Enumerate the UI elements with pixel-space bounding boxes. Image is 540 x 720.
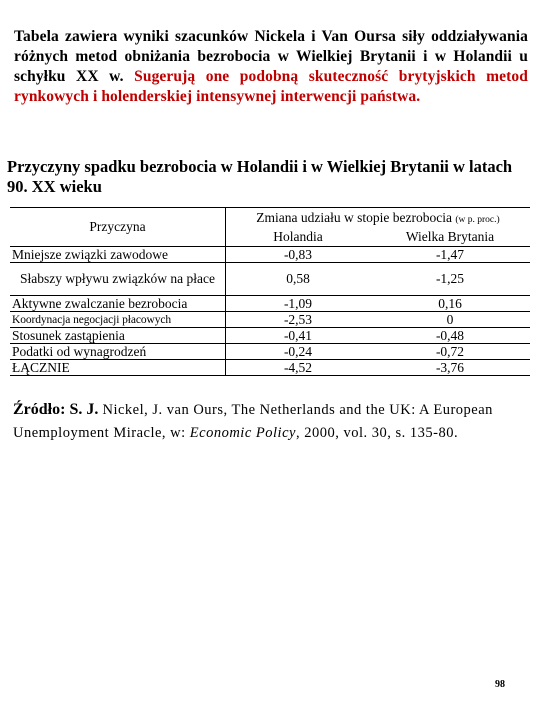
row-value-uk: -0,48	[370, 328, 530, 344]
source-citation	[13, 398, 528, 445]
table-title: Przyczyny spadku bezrobocia w Holandii i w Wielkiej Brytanii w latach 90. XX wieku	[7, 157, 513, 196]
row-cause: Stosunek zastąpienia	[10, 328, 226, 344]
intro-paragraph	[14, 27, 528, 107]
row-value-uk: -1,47	[370, 247, 530, 263]
row-value-uk: 0,16	[370, 296, 530, 312]
row-value-nl: -4,52	[226, 360, 371, 376]
table-row-total	[10, 360, 530, 376]
row-cause: Słabszy wpływu związków na płace	[10, 263, 226, 296]
source-journal: Economic Policy	[189, 425, 296, 441]
table-row	[10, 247, 530, 263]
row-cause: Koordynacja negocjacji płacowych	[10, 312, 226, 328]
row-value-uk: 0	[370, 312, 530, 328]
header-change-label: Zmiana udziału w stopie bezrobocia	[256, 209, 452, 225]
row-value-nl: -0,83	[226, 247, 371, 263]
table-row	[10, 312, 530, 328]
row-cause: Aktywne zwalczanie bezrobocia	[10, 296, 226, 312]
table-row	[10, 296, 530, 312]
source-label: Źródło: S. J.	[13, 401, 99, 418]
intro-text: Tabela zawiera wyniki szacunków Nickela i Van Oursa siły oddziaływania różnych metod obniżania bezrobocia w Wielkiej Brytanii i w Holandii u schyłku XX w.	[14, 28, 528, 85]
header-unit: (w p. proc.)	[455, 214, 500, 225]
table-row	[10, 328, 530, 344]
table-row	[10, 344, 530, 360]
row-value-nl: -1,09	[226, 296, 371, 312]
table-row	[10, 263, 530, 296]
source-text: Nickel, J. van Ours, The Netherlands and the UK: A European Unemployment Miracle, w:	[13, 402, 493, 441]
row-value-uk: -3,76	[370, 360, 530, 376]
source-text-end: , 2000, vol. 30, s. 135-80.	[295, 425, 459, 441]
row-cause: Mniejsze związki zawodowe	[10, 247, 226, 263]
header-change	[226, 208, 531, 229]
row-value-uk: -1,25	[370, 263, 530, 296]
header-wielka-brytania: Wielka Brytania	[370, 229, 530, 247]
header-cause: Przyczyna	[10, 208, 226, 247]
row-cause: Podatki od wynagrodzeń	[10, 344, 226, 360]
row-value-uk: -0,72	[370, 344, 530, 360]
row-value-nl: 0,58	[226, 263, 371, 296]
row-cause: ŁĄCZNIE	[10, 360, 226, 376]
intro-highlight: Sugerują one podobną skuteczność brytyjskich metod rynkowych i holenderskiej intensywnej interwencji państwa.	[14, 68, 528, 105]
results-table	[10, 207, 530, 376]
header-holandia: Holandia	[226, 229, 371, 247]
row-value-nl: -2,53	[226, 312, 371, 328]
row-value-nl: -0,41	[226, 328, 371, 344]
row-value-nl: -0,24	[226, 344, 371, 360]
page-number: 98	[495, 679, 505, 690]
